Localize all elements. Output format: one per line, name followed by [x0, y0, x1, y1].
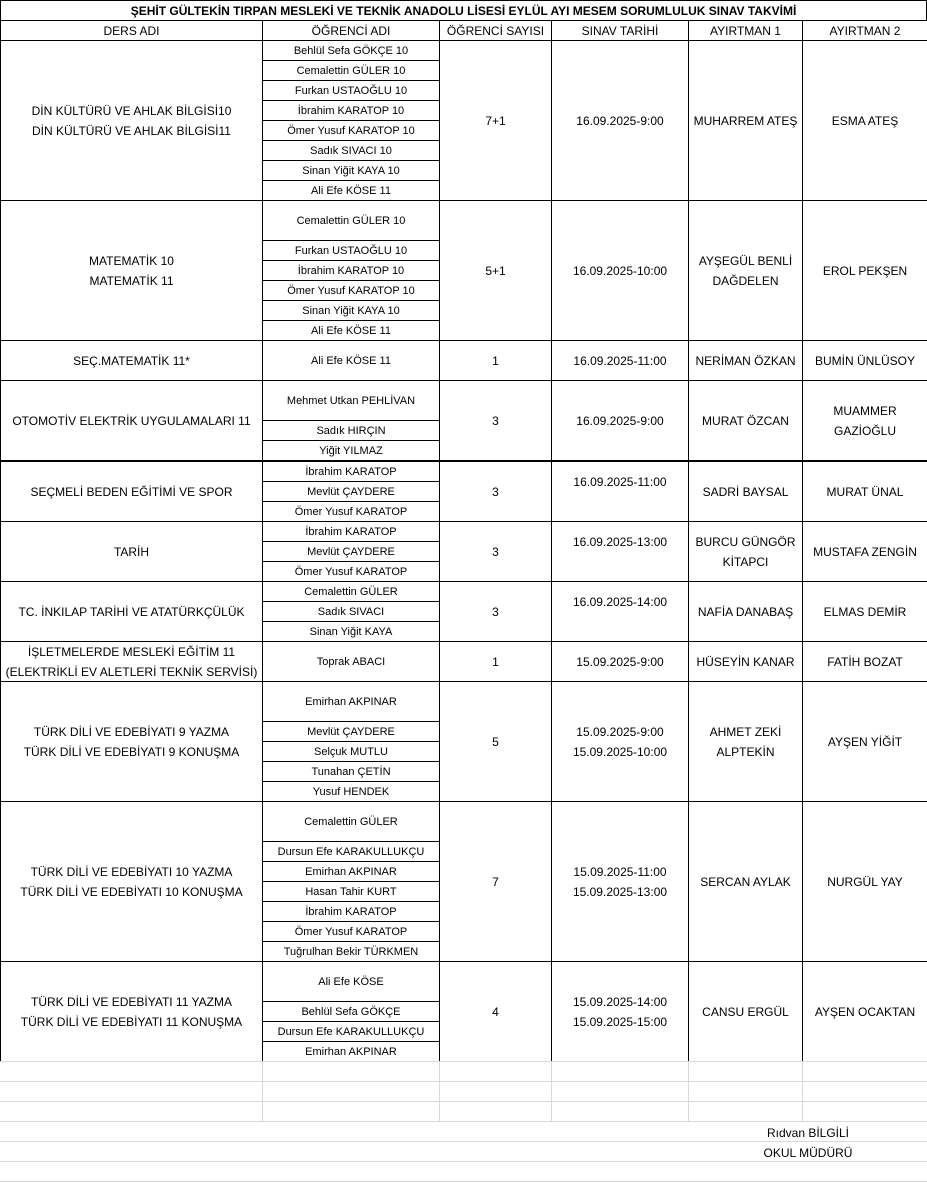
student-name: Ömer Yusuf KARATOP 10 [262, 280, 440, 301]
student-count: 4 [439, 961, 552, 1062]
examiner-1: NERİMAN ÖZKAN [688, 340, 803, 381]
header-ayirtman-1: AYIRTMAN 1 [688, 20, 803, 41]
student-name: Behlül Sefa GÖKÇE 10 [262, 40, 440, 61]
exam-date: 16.09.2025-11:00 [551, 461, 689, 522]
course-name: TÜRK DİLİ VE EDEBİYATI 9 YAZMA TÜRK DİLİ VE EDEBİYATI 9 KONUŞMA [0, 681, 263, 802]
exam-date: 15.09.2025-9:00 [551, 641, 689, 682]
course-name: SEÇ.MATEMATİK 11* [0, 340, 263, 381]
exam-date: 15.09.2025-9:00 15.09.2025-10:00 [551, 681, 689, 802]
student-name: Hasan Tahir KURT [262, 881, 440, 902]
student-name: İbrahim KARATOP [262, 461, 440, 482]
student-name: Tuğrulhan Bekir TÜRKMEN [262, 941, 440, 962]
examiner-1: CANSU ERGÜL [688, 961, 803, 1062]
student-name: Furkan USTAOĞLU 10 [262, 80, 440, 101]
student-name: İbrahim KARATOP [262, 521, 440, 542]
empty-gridline [262, 1061, 263, 1121]
student-name: Selçuk MUTLU [262, 741, 440, 762]
student-name: Ali Efe KÖSE [262, 961, 440, 1002]
student-count: 3 [439, 581, 552, 642]
header-sinav-tarihi: SINAV TARİHİ [551, 20, 689, 41]
examiner-1: SERCAN AYLAK [688, 801, 803, 962]
student-count: 1 [439, 641, 552, 682]
empty-gridline [0, 1081, 927, 1082]
course-name: DİN KÜLTÜRÜ VE AHLAK BİLGİSİ10 DİN KÜLTÜRÜ VE AHLAK BİLGİSİ11 [0, 40, 263, 201]
student-name: Mevlüt ÇAYDERE [262, 541, 440, 562]
student-name: Dursun Efe KARAKULLUKÇU [262, 1021, 440, 1042]
student-name: Mevlüt ÇAYDERE [262, 481, 440, 502]
student-name: Furkan USTAOĞLU 10 [262, 240, 440, 261]
empty-gridline [0, 1061, 927, 1062]
student-name: Sadık SIVACI 10 [262, 140, 440, 161]
examiner-1: MURAT ÖZCAN [688, 380, 803, 461]
examiner-1: AYŞEGÜL BENLİ DAĞDELEN [688, 200, 803, 341]
student-name: Sadık SIVACI [262, 601, 440, 622]
examiner-2: MUAMMER GAZİOĞLU [802, 380, 927, 461]
empty-gridline [0, 1101, 927, 1102]
examiner-2: BUMİN ÜNLÜSOY [802, 340, 927, 381]
student-name: Mehmet Utkan PEHLİVAN [262, 380, 440, 421]
exam-date: 16.09.2025-10:00 [551, 200, 689, 341]
student-count: 5 [439, 681, 552, 802]
student-name: Cemalettin GÜLER [262, 801, 440, 842]
student-name: İbrahim KARATOP [262, 901, 440, 922]
header-ders-adi: DERS ADI [0, 20, 263, 41]
examiner-1: SADRİ BAYSAL [688, 461, 803, 522]
student-count: 7 [439, 801, 552, 962]
exam-date: 16.09.2025-14:00 [551, 581, 689, 642]
student-count: 7+1 [439, 40, 552, 201]
empty-gridline [688, 1061, 689, 1121]
course-name: TARİH [0, 521, 263, 582]
student-name: Toprak ABACI [262, 641, 440, 682]
student-name: Emirhan AKPINAR [262, 681, 440, 722]
student-name: Sinan Yiğit KAYA 10 [262, 300, 440, 321]
examiner-1: NAFİA DANABAŞ [688, 581, 803, 642]
course-name: MATEMATİK 10 MATEMATİK 11 [0, 200, 263, 341]
course-name: SEÇMELİ BEDEN EĞİTİMİ VE SPOR [0, 461, 263, 522]
exam-date: 16.09.2025-11:00 [551, 340, 689, 381]
examiner-2: MUSTAFA ZENGİN [802, 521, 927, 582]
examiner-1: AHMET ZEKİ ALPTEKİN [688, 681, 803, 802]
header-ayirtman-2: AYIRTMAN 2 [802, 20, 927, 41]
student-name: Ali Efe KÖSE 11 [262, 340, 440, 381]
student-count: 5+1 [439, 200, 552, 341]
student-name: Ali Efe KÖSE 11 [262, 320, 440, 341]
student-name: Cemalettin GÜLER [262, 581, 440, 602]
exam-date: 15.09.2025-14:00 15.09.2025-15:00 [551, 961, 689, 1062]
examiner-1: MUHARREM ATEŞ [688, 40, 803, 201]
examiner-2: ELMAS DEMİR [802, 581, 927, 642]
examiner-1: HÜSEYİN KANAR [688, 641, 803, 682]
exam-date: 16.09.2025-9:00 [551, 380, 689, 461]
signature-role: OKUL MÜDÜRÜ [763, 1146, 853, 1160]
empty-gridline [802, 1061, 803, 1121]
student-name: Tunahan ÇETİN [262, 761, 440, 782]
empty-gridline [551, 1061, 552, 1121]
empty-gridline [0, 1121, 927, 1122]
student-name: Sinan Yiğit KAYA 10 [262, 160, 440, 181]
empty-gridline [439, 1061, 440, 1121]
page-title: ŞEHİT GÜLTEKİN TIRPAN MESLEKİ VE TEKNİK ANADOLU LİSESİ EYLÜL AYI MESEM SORUMLULUK SINAV TAKVİMİ [0, 0, 927, 21]
examiner-2: AYŞEN YİĞİT [802, 681, 927, 802]
student-count: 3 [439, 380, 552, 461]
student-name: Mevlüt ÇAYDERE [262, 721, 440, 742]
course-name: İŞLETMELERDE MESLEKİ EĞİTİM 11 (ELEKTRİKLİ EV ALETLERİ TEKNİK SERVİSİ) [0, 641, 263, 682]
examiner-2: NURGÜL YAY [802, 801, 927, 962]
signature-name: Rıdvan BİLGİLİ [766, 1126, 850, 1140]
course-name: TÜRK DİLİ VE EDEBİYATI 10 YAZMA TÜRK DİLİ VE EDEBİYATI 10 KONUŞMA [0, 801, 263, 962]
exam-date: 16.09.2025-9:00 [551, 40, 689, 201]
course-name: TÜRK DİLİ VE EDEBİYATI 11 YAZMA TÜRK DİLİ VE EDEBİYATI 11 KONUŞMA [0, 961, 263, 1062]
student-name: Yiğit YILMAZ [262, 440, 440, 461]
student-name: Behlül Sefa GÖKÇE [262, 1001, 440, 1022]
student-name: Ömer Yusuf KARATOP [262, 501, 440, 522]
student-name: Emirhan AKPINAR [262, 1041, 440, 1062]
examiner-2: EROL PEKŞEN [802, 200, 927, 341]
course-name: OTOMOTİV ELEKTRİK UYGULAMALARI 11 [0, 380, 263, 461]
student-count: 3 [439, 461, 552, 522]
examiner-2: FATİH BOZAT [802, 641, 927, 682]
student-name: Sadık HIRÇIN [262, 420, 440, 441]
examiner-2: MURAT ÜNAL [802, 461, 927, 522]
student-name: Cemalettin GÜLER 10 [262, 60, 440, 81]
student-name: Yusuf HENDEK [262, 781, 440, 802]
student-name: Ömer Yusuf KARATOP [262, 561, 440, 582]
header-ogrenci-adi: ÖĞRENCİ ADI [262, 20, 440, 41]
examiner-2: AYŞEN OCAKTAN [802, 961, 927, 1062]
examiner-2: ESMA ATEŞ [802, 40, 927, 201]
course-name: TC. İNKILAP TARİHİ VE ATATÜRKÇÜLÜK [0, 581, 263, 642]
examiner-1: BURCU GÜNGÖR KİTAPCI [688, 521, 803, 582]
student-count: 3 [439, 521, 552, 582]
student-name: Cemalettin GÜLER 10 [262, 200, 440, 241]
student-name: İbrahim KARATOP 10 [262, 260, 440, 281]
exam-date: 16.09.2025-13:00 [551, 521, 689, 582]
student-name: Ali Efe KÖSE 11 [262, 180, 440, 201]
student-name: İbrahim KARATOP 10 [262, 100, 440, 121]
exam-date: 15.09.2025-11:00 15.09.2025-13:00 [551, 801, 689, 962]
student-name: Emirhan AKPINAR [262, 861, 440, 882]
student-name: Ömer Yusuf KARATOP [262, 921, 440, 942]
student-count: 1 [439, 340, 552, 381]
student-name: Sinan Yiğit KAYA [262, 621, 440, 642]
header-ogrenci-sayisi: ÖĞRENCİ SAYISI [439, 20, 552, 41]
student-name: Dursun Efe KARAKULLUKÇU [262, 841, 440, 862]
student-name: Ömer Yusuf KARATOP 10 [262, 120, 440, 141]
